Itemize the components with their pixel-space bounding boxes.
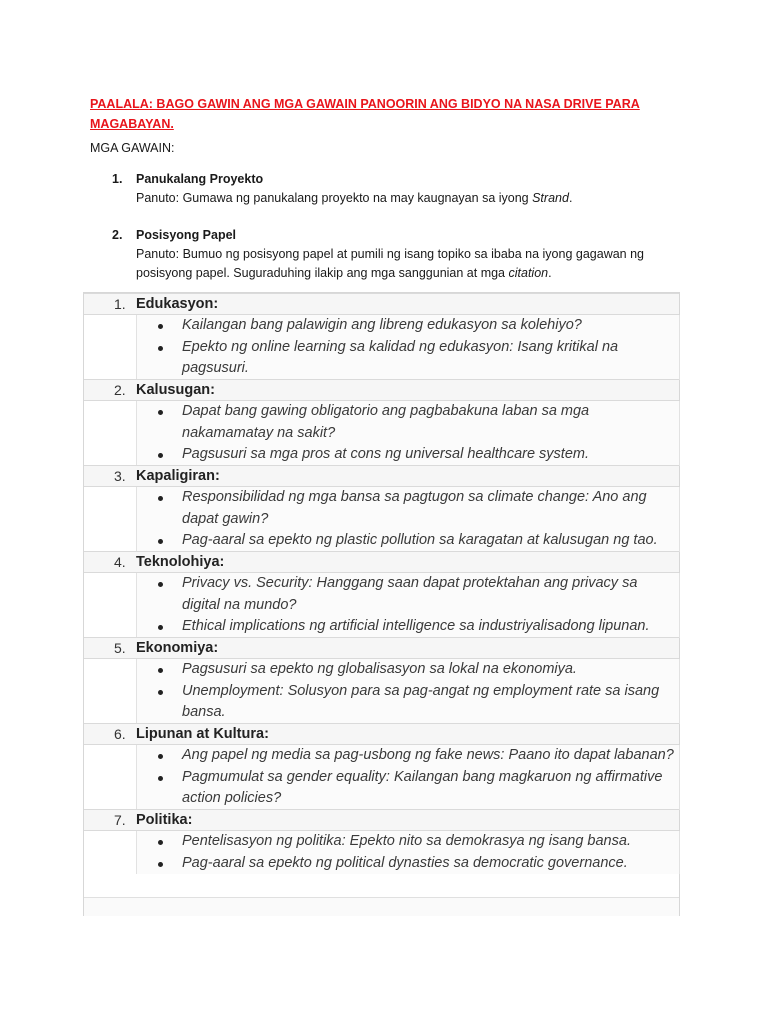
- topic-name: Kalusugan:: [136, 382, 215, 398]
- bullet-dot-icon: [158, 862, 163, 867]
- topic-bullet-text: Pag-aaral sa epekto ng political dynasties sa democratic governance.: [182, 854, 628, 871]
- topic-number: 3.: [114, 468, 126, 484]
- topic-name: Politika:: [136, 812, 193, 828]
- topic-bullet-list: [136, 401, 680, 466]
- task-number: 2.: [112, 228, 123, 242]
- topic-bullet-text: Kailangan bang palawigin ang libreng edukasyon sa kolehiyo?: [182, 317, 582, 333]
- topic-heading-row: [84, 551, 679, 573]
- topic-heading-row: [84, 723, 679, 745]
- topic-bullet-text: Pag-aaral sa epekto ng plastic pollution sa karagatan at kalusugan ng tao.: [182, 532, 658, 548]
- topic-bullet-text: Pagmumulat sa gender equality: Kailangan bang magkaruon ng affirmative action policies?: [182, 768, 663, 806]
- topic-heading-row: [84, 293, 679, 315]
- tasks-heading: MGA GAWAIN:: [90, 141, 175, 155]
- task-number: 1.: [112, 172, 123, 186]
- bullet-dot-icon: [158, 539, 163, 544]
- topic-bullet-list: [136, 745, 680, 810]
- bullet-dot-icon: [158, 840, 163, 845]
- topic-number: 1.: [114, 296, 126, 312]
- task-title: Posisyong Papel: [136, 228, 237, 242]
- bullet-dot-icon: [158, 453, 163, 458]
- topic-bullet-list: [136, 831, 680, 874]
- topic-bullet-text: Pentelisasyon ng politika: Epekto nito sa demokrasya ng isang bansa.: [182, 833, 631, 849]
- task-instruction: Panuto: Bumuo ng posisyong papel at pumili ng isang topiko sa ibaba na iyong gagawan ng posisyong papel. Suguraduhing ilakip ang mga sanggunian at mga citation.: [136, 247, 644, 280]
- topic-bullet-text: Responsibilidad ng mga bansa sa pagtugon sa climate change: Ano ang dapat gawin?: [182, 489, 647, 527]
- topic-bullet-text: Ang papel ng media sa pag-usbong ng fake news: Paano ito dapat labanan?: [182, 747, 674, 763]
- topic-name: Lipunan at Kultura:: [136, 726, 269, 742]
- topics-footer-strip: [84, 897, 679, 916]
- bullet-dot-icon: [158, 754, 163, 759]
- topic-heading-row: [84, 809, 679, 831]
- bullet-dot-icon: [158, 776, 163, 781]
- bullet-dot-icon: [158, 496, 163, 501]
- topic-number: 2.: [114, 382, 126, 398]
- topic-heading-row: [84, 637, 679, 659]
- topic-number: 5.: [114, 640, 126, 656]
- bullet-dot-icon: [158, 324, 163, 329]
- bullet-dot-icon: [158, 410, 163, 415]
- bullet-dot-icon: [158, 668, 163, 673]
- topic-bullet-text: Ethical implications ng artificial intelligence sa industriyalisadong lipunan.: [182, 618, 650, 634]
- topic-number: 4.: [114, 554, 126, 570]
- notice-heading: PAALALA: BAGO GAWIN ANG MGA GAWAIN PANOORIN ANG BIDYO NA NASA DRIVE PARA MAGABAYAN.: [90, 97, 640, 131]
- topic-bullet-text: Dapat bang gawing obligatorio ang pagbabakuna laban sa mga nakamamatay na sakit?: [182, 403, 590, 441]
- bullet-dot-icon: [158, 625, 163, 630]
- topic-bullet-text: Pagsusuri sa epekto ng globalisasyon sa lokal na ekonomiya.: [182, 661, 577, 677]
- bullet-dot-icon: [158, 582, 163, 587]
- topic-name: Edukasyon:: [136, 296, 219, 312]
- bullet-dot-icon: [158, 690, 163, 695]
- topic-bullet-list: [136, 659, 680, 724]
- topic-number: 7.: [114, 812, 126, 828]
- topic-bullet-text: Pagsusuri sa mga pros at cons ng universal healthcare system.: [182, 446, 590, 462]
- topic-bullet-text: Epekto ng online learning sa kalidad ng edukasyon: Isang kritikal na pagsusuri.: [182, 338, 619, 376]
- bullet-dot-icon: [158, 346, 163, 351]
- topic-number: 6.: [114, 726, 126, 742]
- topic-bullet-list: [136, 487, 680, 552]
- topic-bullet-list: [136, 315, 680, 380]
- topic-bullet-text: Privacy vs. Security: Hanggang saan dapat protektahan ang privacy sa digital na mundo?: [182, 575, 638, 613]
- topic-heading-row: [84, 379, 679, 401]
- topic-heading-row: [84, 465, 679, 487]
- topic-name: Kapaligiran:: [136, 468, 220, 484]
- topics-list: [83, 292, 680, 916]
- topic-bullet-list: [136, 573, 680, 638]
- task-instruction: Panuto: Gumawa ng panukalang proyekto na may kaugnayan sa iyong Strand.: [136, 191, 573, 205]
- topic-name: Teknolohiya:: [136, 554, 225, 570]
- task-title: Panukalang Proyekto: [136, 172, 264, 186]
- topic-bullet-text: Unemployment: Solusyon para sa pag-angat ng employment rate sa isang bansa.: [182, 682, 660, 720]
- topic-name: Ekonomiya:: [136, 640, 219, 656]
